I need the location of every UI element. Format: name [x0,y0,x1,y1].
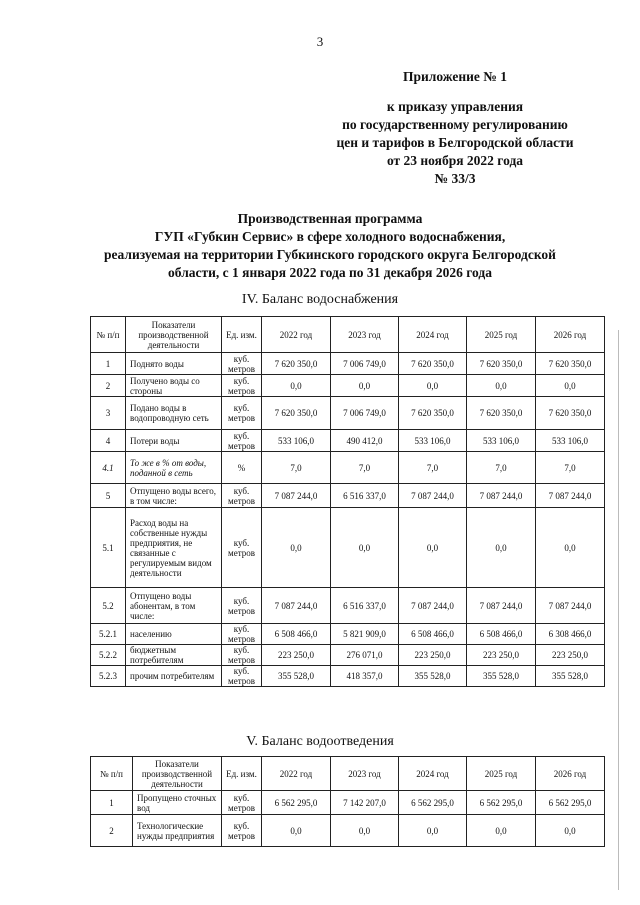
unit-cell: куб. метров [222,397,262,430]
value-cell: 7 087 244,0 [467,484,536,508]
value-cell: 7 620 350,0 [262,397,331,430]
value-cell: 7 142 207,0 [331,791,399,815]
value-cell: 0,0 [536,508,605,588]
value-cell: 533 106,0 [399,430,467,452]
col-header: 2024 год [399,317,467,353]
table-row [91,430,605,452]
unit-cell: куб. метров [222,791,262,815]
scan-edge-line [618,330,619,890]
table-row [91,353,605,375]
value-cell: 7,0 [331,452,399,484]
appendix-line: по государственному регулированию [342,117,568,132]
value-cell: 0,0 [536,375,605,397]
value-cell: 355 528,0 [262,666,331,687]
row-number-cell: 2 [91,375,126,397]
unit-cell: куб. метров [222,375,262,397]
col-header: Ед. изм. [222,757,262,791]
row-number-cell: 5.2.1 [91,624,126,645]
value-cell: 533 106,0 [262,430,331,452]
value-cell: 0,0 [262,815,331,847]
value-cell: 0,0 [262,508,331,588]
col-header: № п/п [91,757,133,791]
unit-cell: % [222,452,262,484]
row-number-cell: 1 [91,791,133,815]
row-number-cell: 4 [91,430,126,452]
row-number-cell: 5 [91,484,126,508]
program-title [60,210,600,282]
col-header: 2022 год [262,757,331,791]
value-cell: 355 528,0 [399,666,467,687]
value-cell: 5 821 909,0 [331,624,399,645]
value-cell: 0,0 [467,508,536,588]
value-cell: 6 508 466,0 [399,624,467,645]
row-number-cell: 4.1 [91,452,126,484]
col-header: 2023 год [331,317,399,353]
unit-cell: куб. метров [222,666,262,687]
value-cell: 6 516 337,0 [331,588,399,624]
value-cell: 7 087 244,0 [399,588,467,624]
col-header: 2026 год [536,317,605,353]
value-cell: 6 508 466,0 [262,624,331,645]
appendix-line: к приказу управления [386,99,524,114]
program-title-line: Производственная программа [237,211,423,226]
value-cell: 7 620 350,0 [467,353,536,375]
col-header: 2025 год [467,317,536,353]
program-title-line: реализуемая на территории Губкинского городского округа Белгородской [104,247,556,262]
section4-title: IV. Баланс водоснабжения [241,292,399,307]
value-cell: 418 357,0 [331,666,399,687]
col-header: 2022 год [262,317,331,353]
value-cell: 0,0 [399,375,467,397]
indicator-name-cell: Подано воды в водопроводную сеть [126,397,222,430]
indicator-name-cell: Расход воды на собственные нужды предприятия, не связанные с регулируемым видом деятельности [126,508,222,588]
appendix-line: от 23 ноября 2022 года [386,153,524,168]
value-cell: 7 087 244,0 [399,484,467,508]
value-cell: 355 528,0 [467,666,536,687]
table-header-row [91,757,605,791]
appendix-line: № 33/3 [434,171,476,186]
table-header-row [91,317,605,353]
row-number-cell: 3 [91,397,126,430]
section5-title: V. Баланс водоотведения [246,734,394,749]
value-cell: 533 106,0 [536,430,605,452]
value-cell: 6 508 466,0 [467,624,536,645]
indicator-name-cell: Отпущено воды всего, в том числе: [126,484,222,508]
program-title-line: области, с 1 января 2022 года по 31 декабря 2026 года [168,265,492,280]
value-cell: 0,0 [331,375,399,397]
appendix-line: цен и тарифов в Белгородской области [336,135,574,150]
unit-cell: куб. метров [222,430,262,452]
row-number-cell: 5.1 [91,508,126,588]
value-cell: 7 620 350,0 [536,397,605,430]
indicator-name-cell: населению [126,624,222,645]
value-cell: 7 620 350,0 [467,397,536,430]
value-cell: 6 308 466,0 [536,624,605,645]
value-cell: 7 087 244,0 [536,484,605,508]
col-header: 2026 год [536,757,605,791]
indicator-name-cell: Получено воды со стороны [126,375,222,397]
value-cell: 6 562 295,0 [536,791,605,815]
table-row [91,452,605,484]
table-row [91,645,605,666]
value-cell: 7 006 749,0 [331,353,399,375]
indicator-name-cell: прочим потребителям [126,666,222,687]
unit-cell: куб. метров [222,624,262,645]
value-cell: 533 106,0 [467,430,536,452]
row-number-cell: 2 [91,815,133,847]
row-number-cell: 5.2.3 [91,666,126,687]
table-row [91,397,605,430]
value-cell: 7 620 350,0 [399,353,467,375]
value-cell: 7,0 [536,452,605,484]
appendix-title: Приложение № 1 [403,69,507,84]
value-cell: 7 620 350,0 [399,397,467,430]
col-header: 2024 год [399,757,467,791]
value-cell: 7,0 [399,452,467,484]
unit-cell: куб. метров [222,815,262,847]
col-header: № п/п [91,317,126,353]
indicator-name-cell: Потери воды [126,430,222,452]
value-cell: 223 250,0 [467,645,536,666]
col-header: Показатели производственной деятельности [126,317,222,353]
table-row [91,508,605,588]
value-cell: 0,0 [467,815,536,847]
value-cell: 6 562 295,0 [467,791,536,815]
unit-cell: куб. метров [222,645,262,666]
water-supply-table [90,316,605,687]
unit-cell: куб. метров [222,588,262,624]
table-row [91,815,605,847]
value-cell: 7 620 350,0 [536,353,605,375]
value-cell: 7 087 244,0 [262,484,331,508]
value-cell: 0,0 [536,815,605,847]
value-cell: 0,0 [399,508,467,588]
indicator-name-cell: Поднято воды [126,353,222,375]
value-cell: 223 250,0 [536,645,605,666]
indicator-name-cell: То же в % от воды, поданной в сеть [126,452,222,484]
value-cell: 490 412,0 [331,430,399,452]
table-row [91,791,605,815]
page-number: 3 [316,34,324,49]
row-number-cell: 1 [91,353,126,375]
unit-cell: куб. метров [222,508,262,588]
value-cell: 355 528,0 [536,666,605,687]
value-cell: 7 006 749,0 [331,397,399,430]
value-cell: 7 087 244,0 [262,588,331,624]
table-row [91,624,605,645]
col-header: 2025 год [467,757,536,791]
program-title-line: ГУП «Губкин Сервис» в сфере холодного водоснабжения, [154,229,506,244]
value-cell: 0,0 [262,375,331,397]
row-number-cell: 5.2.2 [91,645,126,666]
value-cell: 7 087 244,0 [536,588,605,624]
unit-cell: куб. метров [222,353,262,375]
col-header: Показатели производственной деятельности [133,757,222,791]
wastewater-table [90,756,605,847]
col-header: Ед. изм. [222,317,262,353]
indicator-name-cell: Отпущено воды абонентам, в том числе: [126,588,222,624]
value-cell: 7,0 [262,452,331,484]
value-cell: 7,0 [467,452,536,484]
table-row [91,375,605,397]
indicator-name-cell: Пропущено сточных вод [133,791,222,815]
value-cell: 0,0 [399,815,467,847]
indicator-name-cell: бюджетным потребителям [126,645,222,666]
value-cell: 223 250,0 [399,645,467,666]
table-row [91,484,605,508]
unit-cell: куб. метров [222,484,262,508]
indicator-name-cell: Технологические нужды предприятия [133,815,222,847]
value-cell: 6 516 337,0 [331,484,399,508]
value-cell: 0,0 [331,815,399,847]
col-header: 2023 год [331,757,399,791]
table-row [91,666,605,687]
value-cell: 0,0 [331,508,399,588]
value-cell: 6 562 295,0 [262,791,331,815]
value-cell: 7 087 244,0 [467,588,536,624]
row-number-cell: 5.2 [91,588,126,624]
value-cell: 276 071,0 [331,645,399,666]
value-cell: 6 562 295,0 [399,791,467,815]
value-cell: 7 620 350,0 [262,353,331,375]
value-cell: 0,0 [467,375,536,397]
table-row [91,588,605,624]
value-cell: 223 250,0 [262,645,331,666]
